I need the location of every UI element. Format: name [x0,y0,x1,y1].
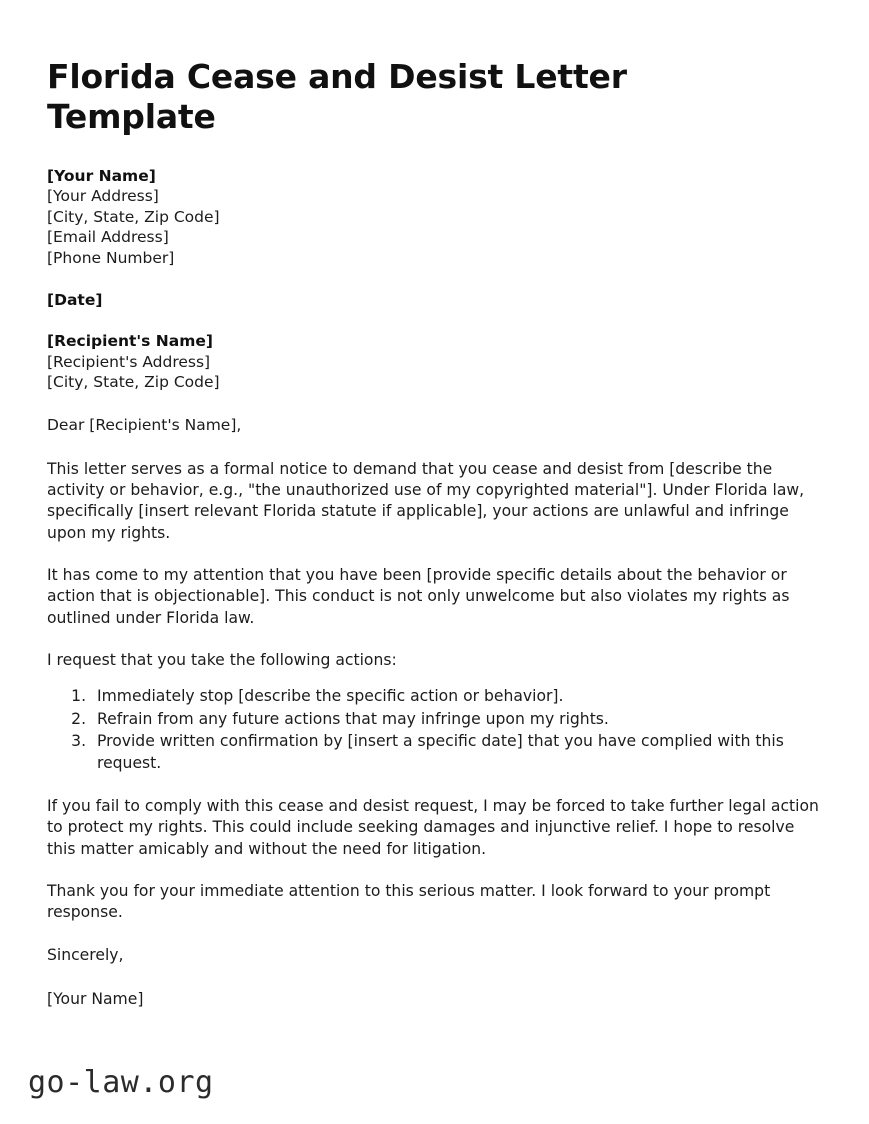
signature-name: [Your Name] [47,990,144,1009]
sender-address: [Your Address] [47,187,159,206]
recipient-city-state-zip: [City, State, Zip Code] [47,373,220,392]
body-paragraph-3-intro: I request that you take the following actions: [47,651,397,670]
list-item: 1. Immediately stop [describe the specific action or behavior]. [91,686,819,707]
requested-actions-list [47,686,819,773]
body-paragraph-5: Thank you for your immediate attention to this serious matter. I look forward to your prompt response. [47,881,771,922]
sender-address-block [47,166,819,269]
sender-email: [Email Address] [47,228,169,247]
letter-date: [Date] [47,290,103,309]
body-paragraph-1: This letter serves as a formal notice to demand that you cease and desist from [describe the activity or behavior, e.g., "the unauthorized use of my copyrighted material"]. Under Florida law, specifically [insert relevant Florida statute if applicable], your actions are unlawful and infringe upon my rights. [47,459,805,542]
recipient-address: [Recipient's Address] [47,352,211,371]
list-item: 3. Provide written confirmation by [insert a specific date] that you have complied with this request. [91,731,819,774]
salutation: Dear [Recipient's Name], [47,415,242,434]
recipient-address-block [47,331,819,393]
site-watermark: go-law.org [28,1065,214,1100]
document-body [47,57,819,1010]
closing-salutation: Sincerely, [47,945,124,964]
body-paragraph-2: It has come to my attention that you have been [provide specific details about the behavior or action that is objectionable]. This conduct is not only unwelcome but also violates my rights as outlined under Florida law. [47,566,790,627]
date-block [47,290,819,311]
sender-name: [Your Name] [47,166,156,185]
recipient-name: [Recipient's Name] [47,332,213,351]
body-paragraph-4: If you fail to comply with this cease and desist request, I may be forced to take further legal action to protect my rights. This could include seeking damages and injunctive relief. I hope to resolve this matter amicably and without the need for litigation. [47,796,819,858]
sender-city-state-zip: [City, State, Zip Code] [47,207,220,226]
list-item: 2. Refrain from any future actions that may infringe upon my rights. [91,709,819,730]
page-title: Florida Cease and Desist Letter Template [47,57,627,137]
sender-phone: [Phone Number] [47,248,175,267]
